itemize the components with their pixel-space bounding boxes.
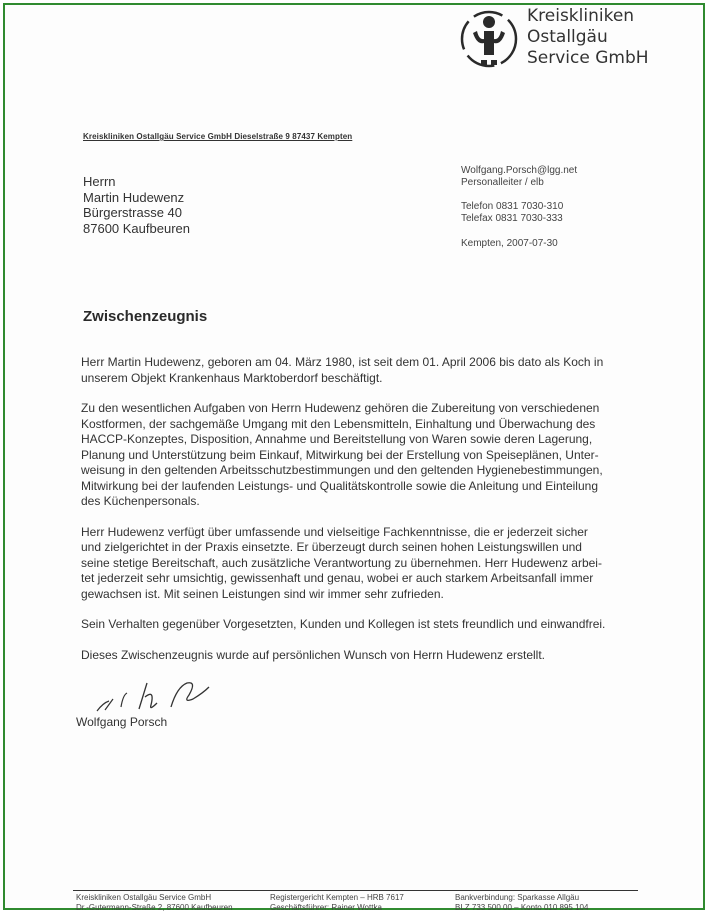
company-wordmark bbox=[527, 6, 649, 69]
text-line: Herr Hudewenz verfügt über umfassende und vielseitige Fachkenntnisse, die er jederzeit sicher bbox=[81, 524, 588, 539]
wordmark-line: Service GmbH bbox=[527, 48, 649, 68]
footer-divider bbox=[73, 890, 638, 891]
text-line: Herr Martin Hudewenz, geboren am 04. März 1980, ist seit dem 01. April 2006 bis dato als Koch in bbox=[81, 355, 604, 369]
text-line: seine stetige Bereitschaft, auch zusätzliche Verantwortung zu übernehmen. Herr Hudewenz arbei- bbox=[81, 555, 602, 570]
contact-email: Wolfgang.Porsch@lgg.net bbox=[461, 165, 578, 176]
text-line: Zu den wesentlichen Aufgaben von Herrn Hudewenz gehören die Zubereitung von verschiedenen bbox=[81, 401, 600, 415]
text-line: des Küchenpersonals. bbox=[81, 494, 200, 508]
contact-fax: Telefax 0831 7030-333 bbox=[461, 212, 563, 224]
text-line: tet jederzeit sehr umsichtig, gewissenhaft und genau, wobei er auch starkem Arbeitsanfall immer bbox=[81, 571, 594, 585]
recipient-line: 87600 Kaufbeuren bbox=[83, 220, 190, 236]
letter-body bbox=[81, 355, 681, 663]
recipient-line: Martin Hudewenz bbox=[83, 189, 185, 205]
recipient-line: Bürgerstrasse 40 bbox=[83, 205, 182, 220]
footer-line: Geschäftsführer: Rainer Wottka bbox=[270, 903, 382, 912]
handwritten-signature bbox=[93, 677, 218, 717]
text-line: Planung und Unterstützung beim Einkauf, Mitwirkung bei der Erstellung von Speiseplänen, Unter- bbox=[81, 447, 599, 462]
document-title: Zwischenzeugnis bbox=[83, 308, 208, 325]
recipient-address bbox=[83, 174, 190, 236]
text-line: Mitwirkung bei der laufenden Leistungs- und Qualitätskontrolle sowie die Anleitung und Einteilung bbox=[81, 478, 598, 493]
footer-line: Registergericht Kempten – HRB 7617 bbox=[270, 893, 404, 902]
letter-page bbox=[3, 3, 705, 910]
text-line: und zielgerichtet in der Praxis einsetzte. Er überzeugt durch seinen hohen Leistungswillen und bbox=[81, 540, 582, 554]
paragraph bbox=[81, 401, 681, 510]
footer-line: Bankverbindung: Sparkasse Allgäu bbox=[455, 893, 580, 902]
footer-line: Kreiskliniken Ostallgäu Service GmbH bbox=[76, 893, 212, 902]
sender-address-line: Kreiskliniken Ostallgäu Service GmbH Dieselstraße 9 87437 Kempten bbox=[83, 132, 353, 141]
letter-date: Kempten, 2007-07-30 bbox=[461, 238, 558, 249]
footer-company bbox=[76, 893, 233, 913]
text-line: weisung in den geltenden Arbeitsschutzbestimmungen und den geltenden Hygienebestimmungen, bbox=[81, 463, 603, 477]
footer-bank bbox=[455, 893, 588, 913]
text-line: unserem Objekt Krankenhaus Marktoberdorf beschäftigt. bbox=[81, 370, 383, 385]
text-line: Sein Verhalten gegenüber Vorgesetzten, Kunden und Kollegen ist stets freundlich und einwandfrei. bbox=[81, 617, 606, 631]
paragraph bbox=[81, 648, 681, 664]
recipient-line: Herrn bbox=[83, 174, 116, 189]
contact-phone: Telefon 0831 7030-310 bbox=[461, 201, 564, 212]
footer-register bbox=[270, 893, 404, 913]
text-line: Kostformen, der sachgemäße Umgang mit den Lebensmitteln, Einhaltung und Überwachung des bbox=[81, 416, 596, 431]
text-line: gewachsen ist. Mit seinen Leistungen sind wir immer sehr zufrieden. bbox=[81, 586, 444, 601]
kreiskliniken-logo-icon bbox=[457, 7, 521, 71]
signer-name: Wolfgang Porsch bbox=[76, 715, 168, 729]
footer-line: Dr.-Gutermann-Straße 2, 87600 Kaufbeuren bbox=[76, 903, 233, 912]
paragraph bbox=[81, 355, 681, 386]
wordmark-line: Kreiskliniken bbox=[527, 6, 635, 26]
text-line: Dieses Zwischenzeugnis wurde auf persönlichen Wunsch von Herrn Hudewenz erstellt. bbox=[81, 647, 546, 662]
paragraph bbox=[81, 525, 681, 603]
text-line: HACCP-Konzeptes, Disposition, Annahme und Bereitstellung von Waren sowie deren Lagerung, bbox=[81, 432, 593, 446]
footer-line: BLZ 733 500 00 – Konto 010 895 104 bbox=[455, 903, 589, 912]
contact-block bbox=[461, 165, 577, 250]
paragraph bbox=[81, 617, 681, 633]
wordmark-line: Ostallgäu bbox=[527, 27, 608, 47]
contact-role: Personalleiter / elb bbox=[461, 176, 544, 188]
